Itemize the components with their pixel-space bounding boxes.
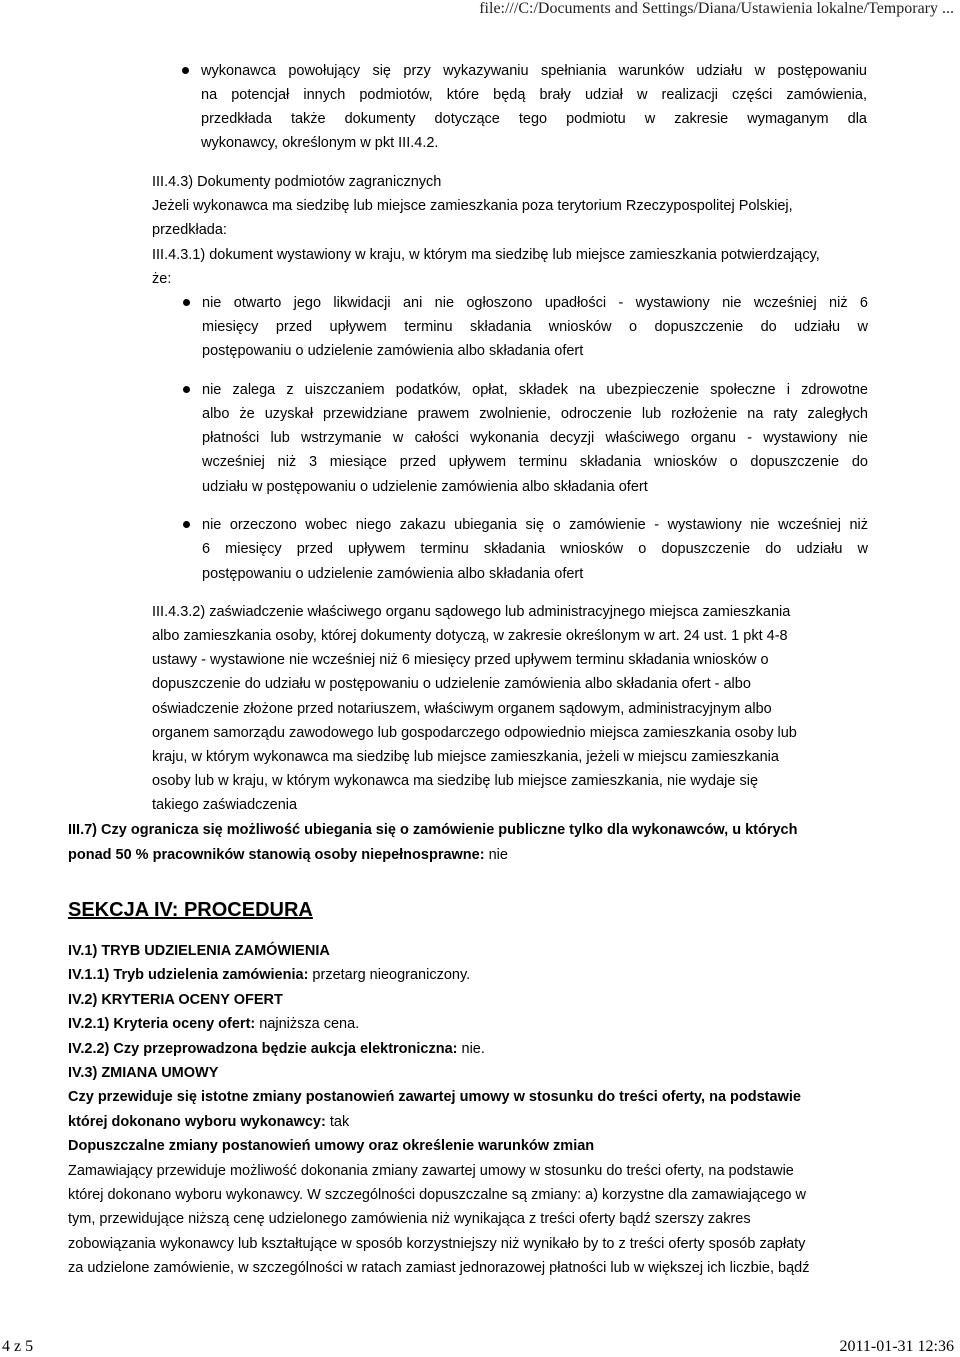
text-line: osoby lub w kraju, w którym wykonawca ma siedzibę lub miejsce zamieszkania, nie wydaje się xyxy=(152,773,759,789)
text-line: dopuszczenie do udziału w postępowaniu o udzielenie zamówienia albo składania ofert - albo xyxy=(152,676,751,692)
text-line: na potencjał innych podmiotów, które będą brały udział w realizacji części zamówienia, xyxy=(201,87,867,103)
subsection-heading: IV.2) KRYTERIA OCENY OFERT xyxy=(68,992,283,1008)
text-line: zobowiązania wykonawcy lub kształtujące w sposób korzystniejszy niż wynikało by to z treści oferty sposób zapłaty xyxy=(68,1236,806,1252)
text-line: miesięcy przed upływem terminu składania wniosków o dopuszczenie do udziału w xyxy=(202,319,868,335)
text-line: postępowaniu o udzielenie zamówienia albo składania ofert xyxy=(202,566,584,582)
field-line xyxy=(68,966,470,984)
text-line: nie orzeczono wobec niego zakazu ubiegania się o zamówienie - wystawiony nie wcześniej niż xyxy=(202,517,868,533)
text-line: wykonawca powołujący się przy wykazywaniu spełniania warunków udziału w postępowaniu xyxy=(201,63,867,79)
text-line: przedkłada: xyxy=(152,222,227,238)
bullet-dot xyxy=(183,299,190,306)
text-line: Jeżeli wykonawca ma siedzibę lub miejsce zamieszkania poza terytorium Rzeczypospolitej Polskiej, xyxy=(152,198,793,214)
question-label: której dokonano wyboru wykonawcy: xyxy=(68,1114,326,1130)
question-line: III.7) Czy ogranicza się możliwość ubiegania się o zamówienie publiczne tylko dla wykonawców, u których xyxy=(68,822,798,838)
text-line: przedkłada także dokumenty dotyczące tego podmiotu w zakresie wymaganym dla xyxy=(201,111,867,127)
text-line: wcześniej niż 3 miesiące przed upływem terminu składania wniosków o dopuszczenie do xyxy=(202,454,868,470)
text-line: albo zamieszkania osoby, której dokumenty dotyczą, w zakresie określonym w art. 24 ust. 1 pkt 4-8 xyxy=(152,628,788,644)
field-line xyxy=(68,1040,485,1058)
text-line: że: xyxy=(152,271,172,287)
question-line xyxy=(68,1113,349,1131)
text-line: takiego zaświadczenia xyxy=(152,797,298,813)
text-line: Zamawiający przewiduje możliwość dokonania zmiany zawartej umowy w stosunku do treści oferty, na podstawie xyxy=(68,1163,794,1179)
text-line: III.4.3.1) dokument wystawiony w kraju, w którym ma siedzibę lub miejsce zamieszkania potwierdzający, xyxy=(152,247,820,263)
field-label: IV.2.2) Czy przeprowadzona będzie aukcja elektroniczna: xyxy=(68,1041,458,1057)
text-line: nie zalega z uiszczaniem podatków, opłat, składek na ubezpieczenie społeczne i zdrowotne xyxy=(202,382,868,398)
text-line: udziału w postępowaniu o udzielenie zamówienia albo składania ofert xyxy=(202,479,648,495)
subsection-heading: IV.3) ZMIANA UMOWY xyxy=(68,1065,219,1081)
bullet-dot xyxy=(182,67,189,74)
answer-value: tak xyxy=(325,1114,350,1130)
print-datetime: 2011-01-31 12:36 xyxy=(839,1338,954,1355)
text-line: III.4.3.2) zaświadczenie właściwego organu sądowego lub administracyjnego miejsca zamieszkania xyxy=(152,604,791,620)
subsection-heading: Dopuszczalne zmiany postanowień umowy oraz określenie warunków zmian xyxy=(68,1138,595,1154)
browser-url-header: file:///C:/Documents and Settings/Diana/Ustawienia lokalne/Temporary ... xyxy=(479,0,954,17)
text-line: płatności lub wstrzymanie w całości wykonania decyzji właściwego organu - wystawiony nie xyxy=(202,430,868,446)
text-line: oświadczenie złożone przed notariuszem, właściwym organem sądowym, administracyjnym albo xyxy=(152,701,772,717)
bullet-dot xyxy=(183,521,190,528)
field-value: przetarg nieograniczony. xyxy=(308,967,471,983)
section-heading: III.4.3) Dokumenty podmiotów zagranicznych xyxy=(152,174,442,190)
text-line: nie otwarto jego likwidacji ani nie ogłoszono upadłości - wystawiony nie wcześniej niż 6 xyxy=(202,295,868,311)
subsection-heading: IV.1) TRYB UDZIELENIA ZAMÓWIENIA xyxy=(68,943,330,959)
text-line: ustawy - wystawione nie wcześniej niż 6 miesięcy przed upływem terminu składania wniosków o xyxy=(152,652,769,668)
text-line: albo że uzyskał przewidziane prawem zwolnienie, odroczenie lub rozłożenie na raty zaległych xyxy=(202,406,868,422)
text-line: której dokonano wyboru wykonawcy. W szczególności dopuszczalne są zmiany: a) korzystne dla zamawiającego w xyxy=(68,1187,806,1203)
question-line: Czy przewiduje się istotne zmiany postanowień zawartej umowy w stosunku do treści oferty, na podstawie xyxy=(68,1089,801,1105)
field-value: najniższa cena. xyxy=(255,1016,360,1032)
page-number: 4 z 5 xyxy=(2,1338,34,1355)
text-line: 6 miesięcy przed upływem terminu składania wniosków o dopuszczenie do udziału w xyxy=(202,541,868,557)
text-line: za udzielone zamówienie, w szczególności w ratach zamiast jednorazowej płatności lub w większej ich liczbie, bądź xyxy=(68,1260,810,1276)
text-line: tym, przewidujące niższą cenę udzielonego zamówienia niż wynikająca z treści oferty bądź szerszy zakres xyxy=(68,1211,751,1227)
text-line: postępowaniu o udzielenie zamówienia albo składania ofert xyxy=(202,343,584,359)
field-label: IV.1.1) Tryb udzielenia zamówienia: xyxy=(68,967,309,983)
text-line: organem samorządu zawodowego lub gospodarczego odpowiednio miejsca zamieszkania osoby lub xyxy=(152,725,797,741)
section-title: SEKCJA IV: PROCEDURA xyxy=(68,899,313,921)
text-line: wykonawcy, określonym w pkt III.4.2. xyxy=(201,135,439,151)
bullet-dot xyxy=(183,386,190,393)
text-line: kraju, w którym wykonawca ma siedzibę lub miejsce zamieszkania, jeżeli w miejscu zamieszkania xyxy=(152,749,779,765)
answer-value: nie xyxy=(484,847,508,863)
field-value: nie. xyxy=(457,1041,485,1057)
field-label: IV.2.1) Kryteria oceny ofert: xyxy=(68,1016,256,1032)
field-line xyxy=(68,1015,359,1033)
question-line xyxy=(68,846,508,864)
question-label: ponad 50 % pracowników stanowią osoby niepełnosprawne: xyxy=(68,847,485,863)
